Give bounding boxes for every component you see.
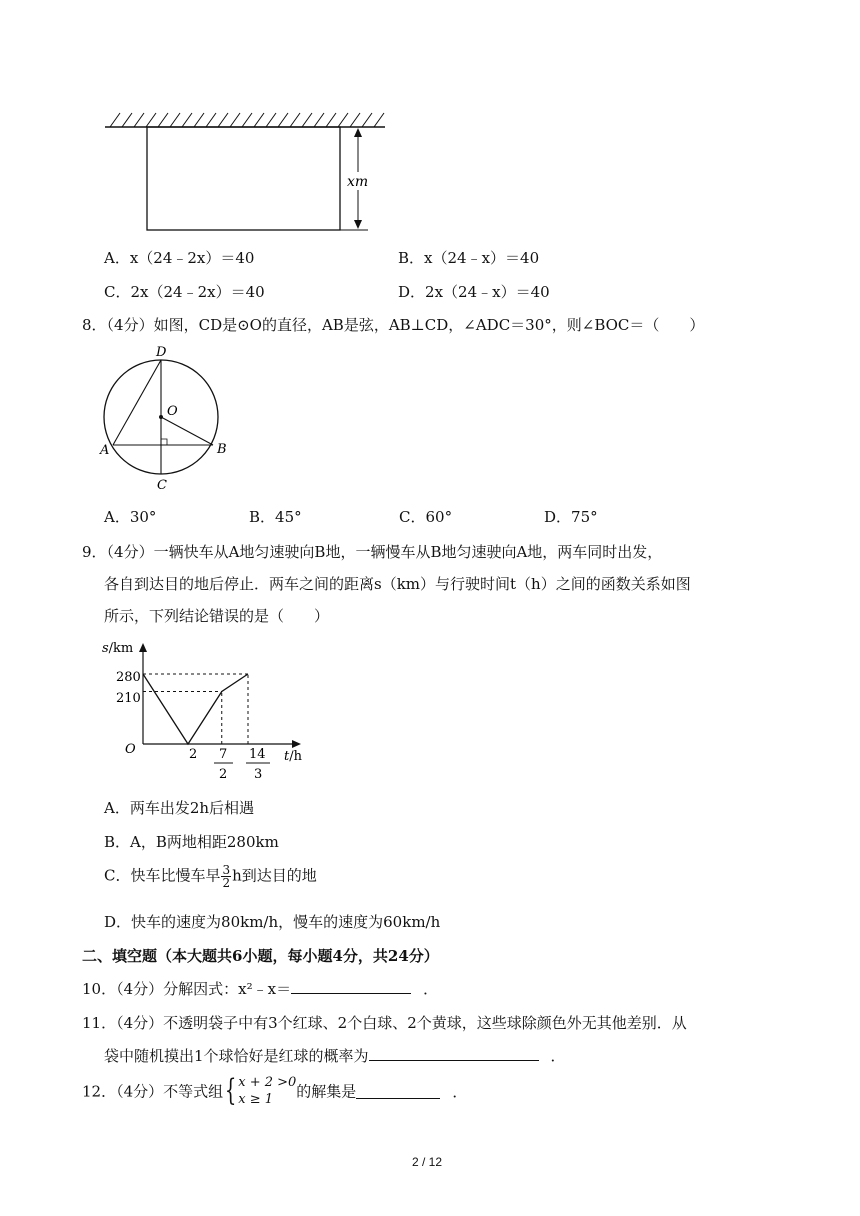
y-tick-280: 280 xyxy=(116,670,141,685)
y-tick-210: 210 xyxy=(116,691,141,706)
q7-option-a: A．x（24﹣2x）＝40 xyxy=(104,249,255,267)
q7-option-c: C．2x（24﹣2x）＝40 xyxy=(104,283,265,301)
x-tick-7-2-den: 2 xyxy=(219,767,228,782)
q7-option-d: D．2x（24﹣x）＝40 xyxy=(398,283,550,301)
q9-stem-line3: 所示，下列结论错误的是（ ） xyxy=(104,607,330,625)
q12-answer-blank[interactable] xyxy=(356,1084,440,1099)
q8-option-a: A．30° xyxy=(104,508,157,526)
x-tick-14-3-num: 14 xyxy=(249,747,266,762)
label-b: B xyxy=(217,442,227,457)
q8-stem: 8．（4分）如图，CD是⊙O的直径，AB是弦，AB⊥CD，∠ADC＝30°，则∠BOC＝（ ） xyxy=(82,316,705,334)
q9-option-d: D．快车的速度为80km/h，慢车的速度为60km/h xyxy=(104,913,441,931)
q12-inequality-system: x + 2 >0 x ≥ 1 xyxy=(238,1075,297,1107)
series-line xyxy=(143,674,248,744)
segment-ob xyxy=(161,417,213,445)
label-a: A xyxy=(100,443,110,458)
q8-option-d: D．75° xyxy=(544,508,598,526)
page-number: 2 / 12 xyxy=(412,1155,443,1169)
q9-option-b: B．A，B两地相距280km xyxy=(104,833,279,851)
q12: 12．（4分）不等式组{ x + 2 >0 x ≥ 1 的解集是 ． xyxy=(82,1073,468,1108)
q10: 10．（4分）分解因式：x²﹣x＝ ． xyxy=(82,980,439,998)
segment-ad xyxy=(113,360,161,445)
fence-rectangle xyxy=(147,127,340,230)
label-d: D xyxy=(156,345,167,360)
right-angle-mark xyxy=(161,439,167,445)
q9-stem-line1: 9．（4分）一辆快车从A地匀速驶向B地，一辆慢车从B地匀速驶向A地，两车同时出发， xyxy=(82,543,663,561)
q9-option-c-fraction: $\frac{3}{2}$ xyxy=(222,863,231,890)
height-label: xm xyxy=(347,174,369,190)
q11-line2: 袋中随机摸出1个球恰好是红球的概率为 ． xyxy=(104,1047,566,1065)
q9-option-a: A．两车出发2h后相遇 xyxy=(104,799,255,817)
q9-stem-line2: 各自到达目的地后停止．两车之间的距离s（km）与行驶时间t（h）之间的函数关系如图 xyxy=(104,575,691,593)
q8-option-c: C．60° xyxy=(399,508,453,526)
q7-option-b: B．x（24﹣x）＝40 xyxy=(398,249,540,267)
q11-answer-blank[interactable] xyxy=(369,1046,539,1061)
x-tick-2: 2 xyxy=(189,747,198,762)
q8-circle-figure xyxy=(96,342,236,492)
q9-option-c-post: h到达目的地 xyxy=(232,866,317,885)
origin-label: O xyxy=(125,742,136,757)
q7-fence-figure xyxy=(100,110,390,238)
q10-answer-blank[interactable] xyxy=(291,979,411,994)
q10-text: 10．（4分）分解因式：x²﹣x＝ xyxy=(82,980,292,998)
wall-hatching xyxy=(110,113,384,127)
section-2-heading: 二、填空题（本大题共6小题，每小题4分，共24分） xyxy=(82,947,439,965)
x-tick-14-3-den: 3 xyxy=(254,767,263,782)
q9-option-c xyxy=(104,864,317,889)
q11-line1: 11．（4分）不透明袋子中有3个红球、2个白球、2个黄球，这些球除颜色外无其他差别．从 xyxy=(82,1014,687,1032)
label-c: C xyxy=(157,478,167,492)
y-axis-label: s/km xyxy=(102,641,134,656)
q8-option-b: B．45° xyxy=(249,508,302,526)
x-tick-7-2-num: 7 xyxy=(219,747,228,762)
x-axis-label: t/h xyxy=(284,749,302,764)
label-o: O xyxy=(167,404,178,419)
q9-option-c-pre: C．快车比慢车早 xyxy=(104,866,221,885)
q9-distance-time-chart xyxy=(96,632,316,782)
